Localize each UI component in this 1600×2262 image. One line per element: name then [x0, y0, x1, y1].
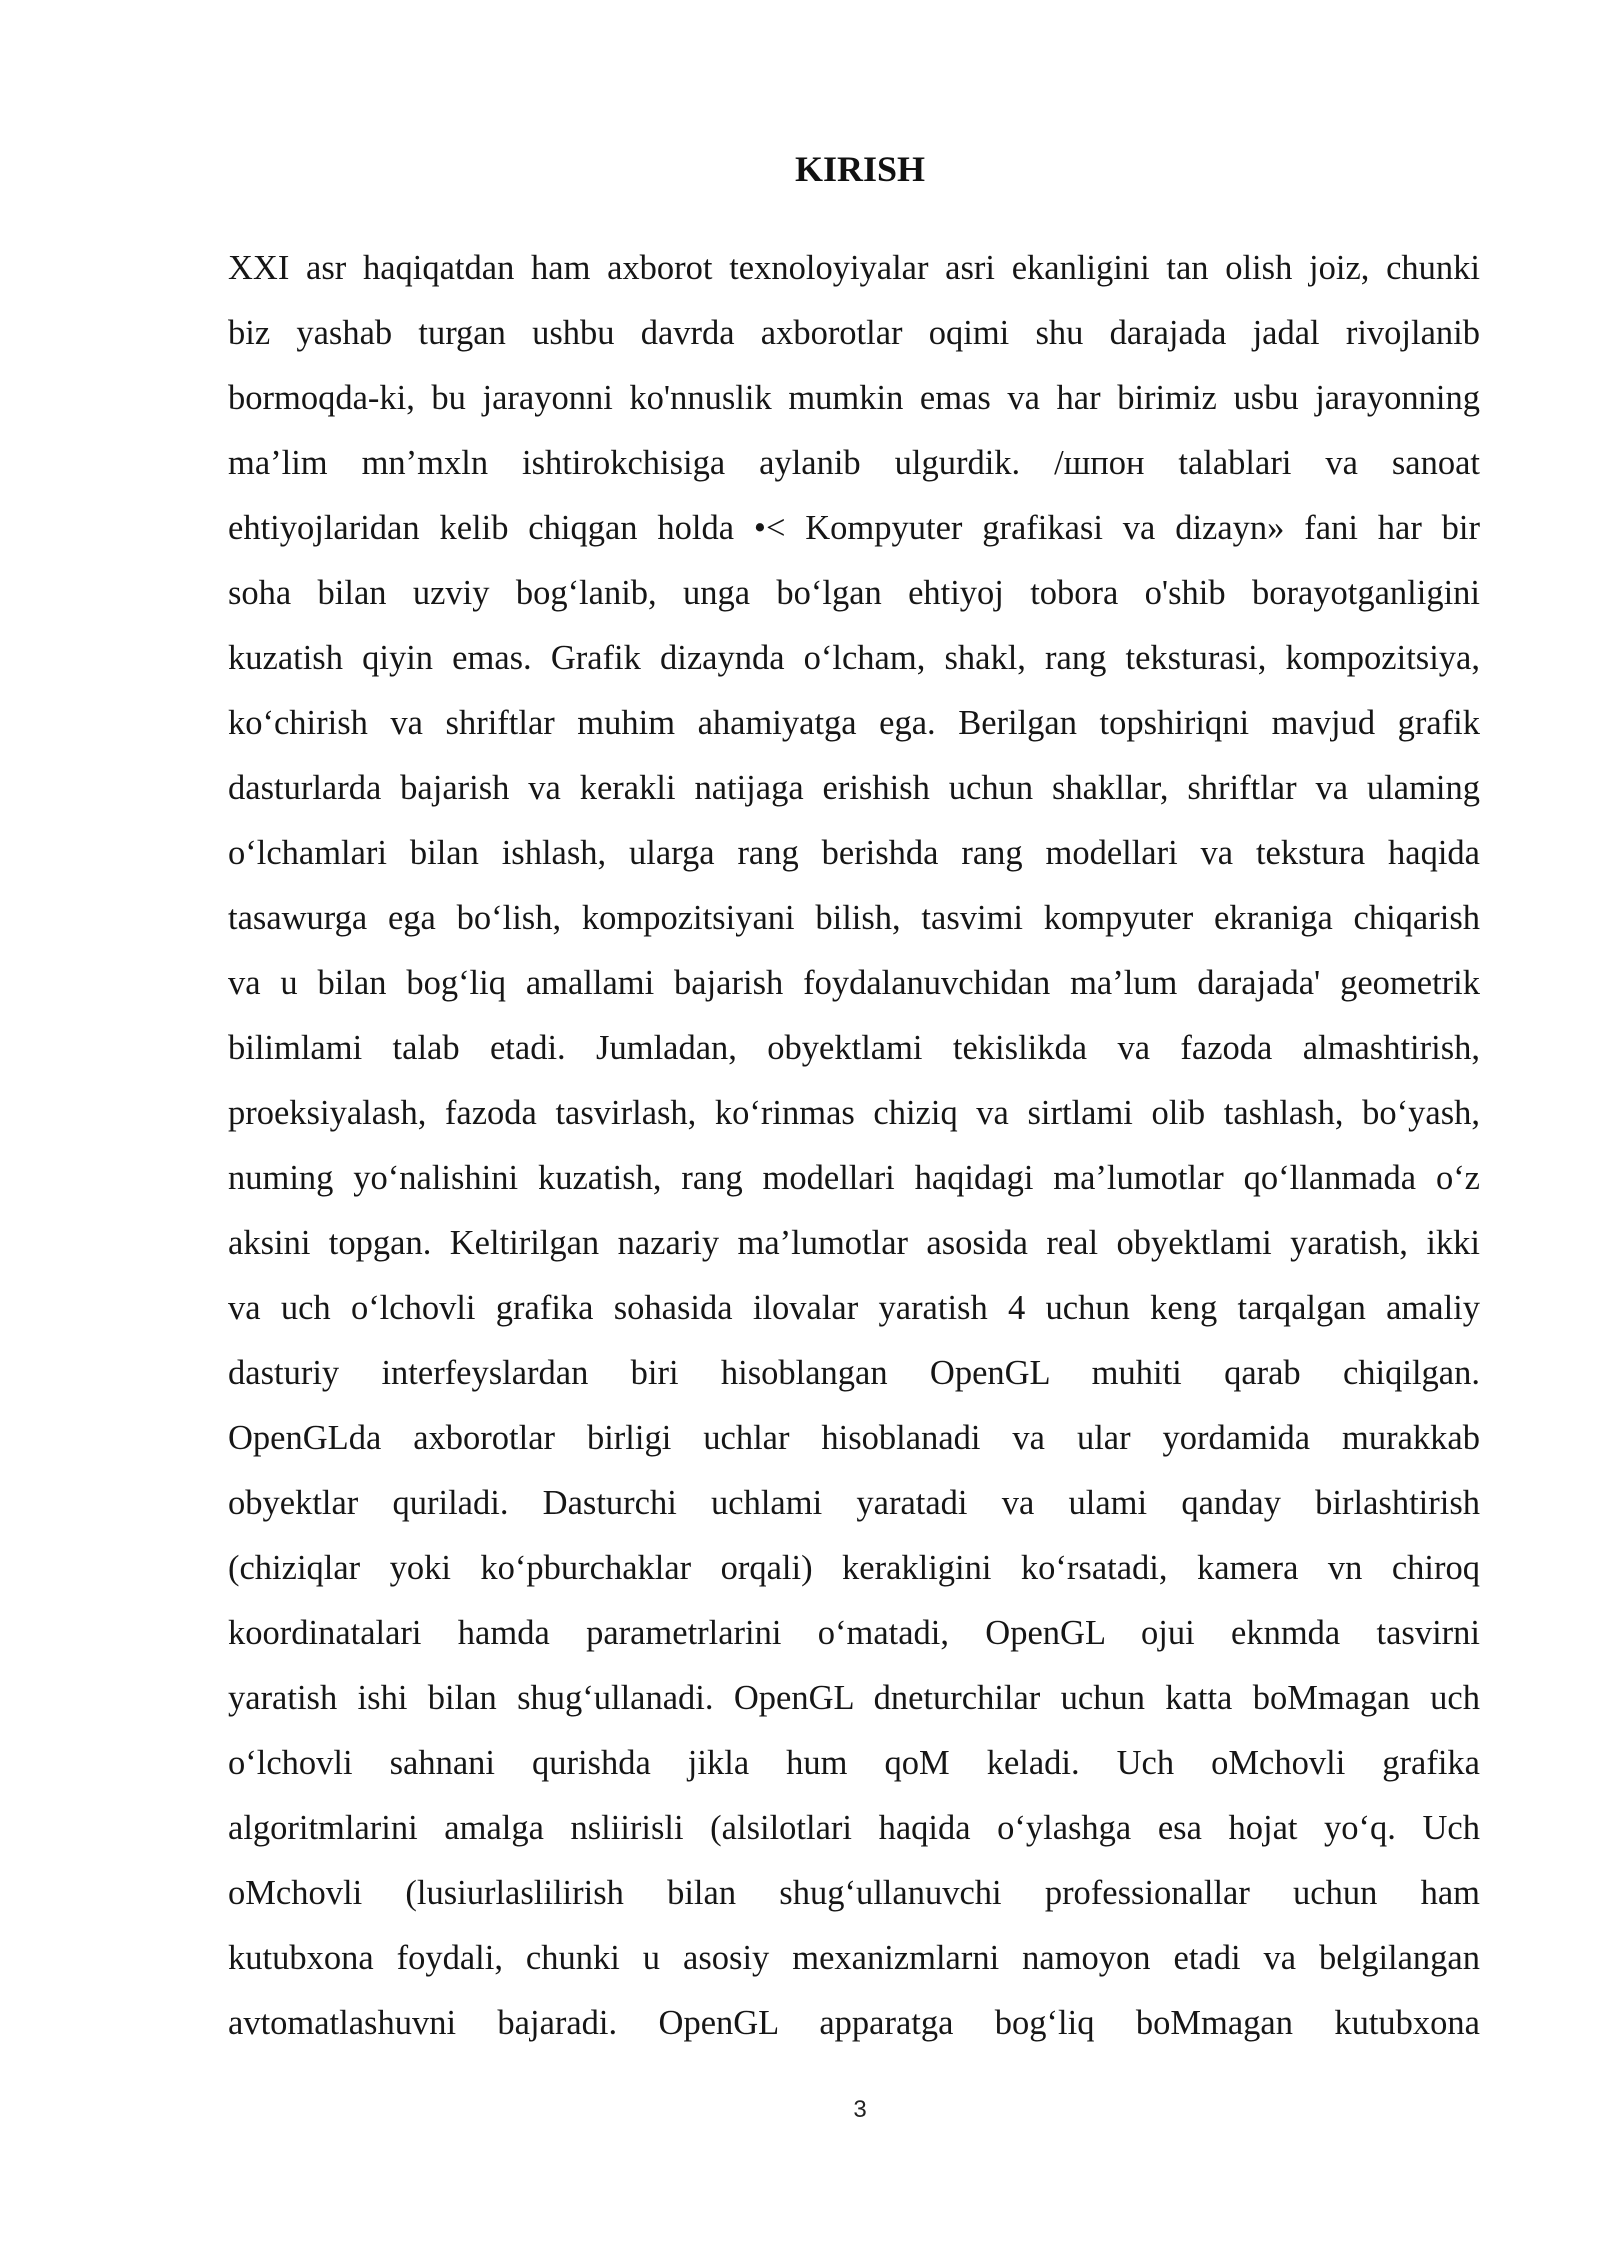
- text-line-23: yaratish ishi bilan shug‘ullanadi. OpenGL dneturchilar uchun katta boMmagan uch: [228, 1679, 1480, 1717]
- text-line-12: va u bilan bog‘liq amallami bajarish foydalanuvchidan ma’lum darajada' geometrik: [228, 964, 1480, 1002]
- text-line-4: ma’lim mn’mxln ishtirokchisiga aylanib ulgurdik. /шпон talablari va sanoat: [228, 444, 1480, 482]
- text-line-18: dasturiy interfeyslardan biri hisoblangan OpenGL muhiti qarab chiqilgan.: [228, 1354, 1480, 1392]
- text-line-5: ehtiyojlaridan kelib chiqgan holda •< Kompyuter grafikasi va dizayn» fani har bir: [228, 509, 1480, 547]
- text-line-11: tasawurga ega bo‘lish, kompozitsiyani bilish, tasvimi kompyuter ekraniga chiqarish: [228, 899, 1480, 937]
- section-heading: KIRISH: [794, 149, 926, 189]
- text-line-16: aksini topgan. Keltirilgan nazariy ma’lumotlar asosida real obyektlami yaratish, ikki: [228, 1224, 1480, 1262]
- text-line-9: dasturlarda bajarish va kerakli natijaga erishish uchun shakllar, shriftlar va ulaming: [228, 769, 1480, 807]
- body-text: [228, 244, 1480, 2064]
- text-line-22: koordinatalari hamda parametrlarini o‘matadi, OpenGL ojui eknmda tasvirni: [228, 1614, 1480, 1652]
- text-line-24: o‘lchovli sahnani qurishda jikla hum qoM keladi. Uch oMchovli grafika: [228, 1744, 1480, 1782]
- text-line-10: o‘lchamlari bilan ishlash, ularga rang berishda rang modellari va tekstura haqida: [228, 834, 1480, 872]
- text-line-21: (chiziqlar yoki ko‘pburchaklar orqali) kerakligini ko‘rsatadi, kamera vn chiroq: [228, 1549, 1480, 1587]
- text-line-17: va uch o‘lchovli grafika sohasida ilovalar yaratish 4 uchun keng tarqalgan amaliy: [228, 1289, 1480, 1327]
- text-line-1: XXI asr haqiqatdan ham axborot texnoloyiyalar asri ekanligini tan olish joiz, chunki: [228, 249, 1480, 287]
- text-line-2: biz yashab turgan ushbu davrda axborotlar oqimi shu darajada jadal rivojlanib: [228, 314, 1480, 352]
- text-line-19: OpenGLda axborotlar birligi uchlar hisoblanadi va ular yordamida murakkab: [228, 1419, 1480, 1457]
- text-line-28: avtomatlashuvni bajaradi. OpenGL apparatga bog‘liq boMmagan kutubxona: [228, 2004, 1480, 2042]
- text-line-27: kutubxona foydali, chunki u asosiy mexanizmlarni namoyon etadi va belgilangan: [228, 1939, 1480, 1977]
- text-line-3: bormoqda-ki, bu jarayonni ko'nnuslik mumkin emas va har birimiz usbu jarayonning: [228, 379, 1480, 417]
- text-line-26: oMchovli (lusiurlaslilirish bilan shug‘ullanuvchi professionallar uchun ham: [228, 1874, 1480, 1912]
- text-line-14: proeksiyalash, fazoda tasvirlash, ko‘rinmas chiziq va sirtlami olib tashlash, bo‘yash,: [228, 1094, 1480, 1132]
- text-line-15: numing yo‘nalishini kuzatish, rang modellari haqidagi ma’lumotlar qo‘llanmada o‘z: [228, 1159, 1480, 1197]
- text-line-6: soha bilan uzviy bog‘lanib, unga bo‘lgan ehtiyoj tobora o'shib borayotganligini: [228, 574, 1480, 612]
- text-line-8: ko‘chirish va shriftlar muhim ahamiyatga ega. Berilgan topshiriqni mavjud grafik: [228, 704, 1480, 742]
- page-number: 3: [853, 2096, 867, 2123]
- text-line-13: bilimlami talab etadi. Jumladan, obyektlami tekislikda va fazoda almashtirish,: [228, 1029, 1480, 1067]
- text-line-7: kuzatish qiyin emas. Grafik dizaynda o‘lcham, shakl, rang teksturasi, kompozitsiya,: [228, 639, 1480, 677]
- text-line-25: algoritmlarini amalga nsliirisli (alsilotlari haqida o‘ylashga esa hojat yo‘q. Uch: [228, 1809, 1480, 1847]
- text-line-20: obyektlar quriladi. Dasturchi uchlami yaratadi va ulami qanday birlashtirish: [228, 1484, 1480, 1522]
